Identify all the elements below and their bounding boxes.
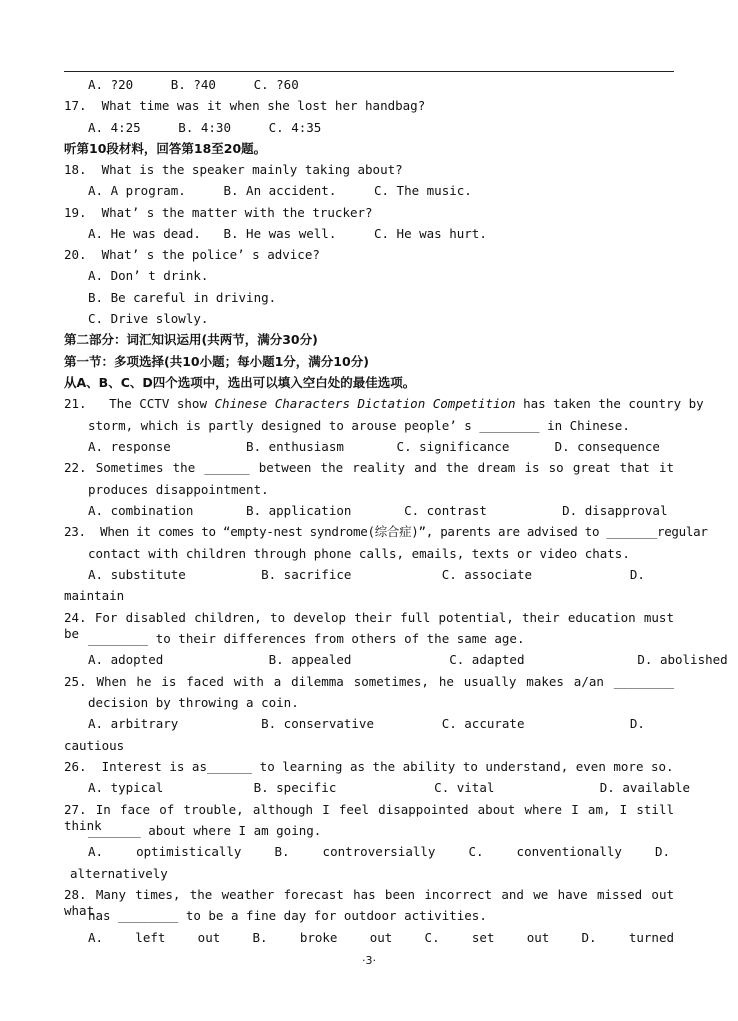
q24-line1: 24. For disabled children, to develop their full potential, their education must be: [64, 610, 674, 641]
q16-options: A. ?20 B. ?40 C. ?60: [88, 77, 299, 92]
q21-line2: storm, which is partly designed to arouse people’ s ________ in Chinese.: [88, 418, 630, 433]
q21-line1: [64, 396, 704, 412]
q17-options: A. 4:25 B. 4:30 C. 4:35: [88, 120, 322, 135]
q27-options: A. optimistically B. controversially C. conventionally D.: [88, 844, 670, 859]
q27-line2: _______ about where I am going.: [88, 823, 322, 838]
q22-line1: 22. Sometimes the ______ between the reality and the dream is so great that it: [64, 460, 674, 475]
q24-options: A. adopted B. appealed C. adapted D. abolished: [88, 652, 728, 667]
q23-options: A. substitute B. sacrifice C. associate D.: [88, 567, 645, 582]
q21-options: A. response B. enthusiasm C. significance D. consequence: [88, 439, 660, 454]
q26-question: 26. Interest is as______ to learning as the ability to understand, even more so.: [64, 759, 674, 774]
q22-options: A. combination B. application C. contrast D. disapproval: [88, 503, 668, 518]
page-number: ·3·: [362, 954, 376, 967]
section10-instruction: 听第10段材料，回答第18至20题。: [64, 141, 267, 156]
q21-show-title: Chinese Characters Dictation Competition: [214, 396, 516, 411]
q21-suffix: has taken the country by: [515, 396, 704, 411]
part2-instruction: 从A、B、C、D四个选项中，选出可以填入空白处的最佳选项。: [64, 375, 416, 390]
q26-options: A. typical B. specific C. vital D. available: [88, 780, 691, 795]
q20-option-b: B. Be careful in driving.: [88, 290, 277, 305]
part2-section1-heading: 第一节：多项选择(共10小题；每小题1分，满分10分): [64, 354, 369, 369]
q20-question: 20. What’ s the police’ s advice?: [64, 247, 320, 262]
q18-question: 18. What is the speaker mainly taking about?: [64, 162, 403, 177]
q22-line2: produces disappointment.: [88, 482, 269, 497]
q18-options: A. A program. B. An accident. C. The music.: [88, 183, 472, 198]
q17-question: 17. What time was it when she lost her handbag?: [64, 98, 426, 113]
q24-line2: ________ to their differences from others of the same age.: [88, 631, 525, 646]
q19-options: A. He was dead. B. He was well. C. He was hurt.: [88, 226, 487, 241]
header-rule: [64, 71, 674, 72]
q25-option-d-wrap: cautious: [64, 738, 125, 753]
q19-question: 19. What’ s the matter with the trucker?: [64, 205, 373, 220]
q25-options: A. arbitrary B. conservative C. accurate D.: [88, 716, 645, 731]
q21-prefix: 21. The CCTV show: [64, 396, 215, 411]
q20-option-a: A. Don’ t drink.: [88, 268, 209, 283]
q28-line1: 28. Many times, the weather forecast has been incorrect and we have missed out what: [64, 887, 674, 918]
q25-line1: 25. When he is faced with a dilemma sometimes, he usually makes a/an ________: [64, 674, 674, 689]
q28-line2: has ________ to be a fine day for outdoor activities.: [88, 908, 487, 923]
q23-option-d-wrap: maintain: [64, 588, 125, 603]
q23-line1: 23. When it comes to “empty-nest syndrome(综合症)”, parents are advised to _______regular: [64, 524, 708, 539]
q27-line1: 27. In face of trouble, although I feel disappointed about where I am, I still think: [64, 802, 674, 833]
q23-line2: contact with children through phone calls, emails, texts or video chats.: [88, 546, 630, 561]
q27-option-d-wrap: alternatively: [70, 866, 168, 881]
q25-line2: decision by throwing a coin.: [88, 695, 299, 710]
q28-options: A. left out B. broke out C. set out D. turned: [88, 930, 674, 945]
part2-heading: 第二部分：词汇知识运用(共两节，满分30分): [64, 332, 318, 347]
q20-option-c: C. Drive slowly.: [88, 311, 209, 326]
